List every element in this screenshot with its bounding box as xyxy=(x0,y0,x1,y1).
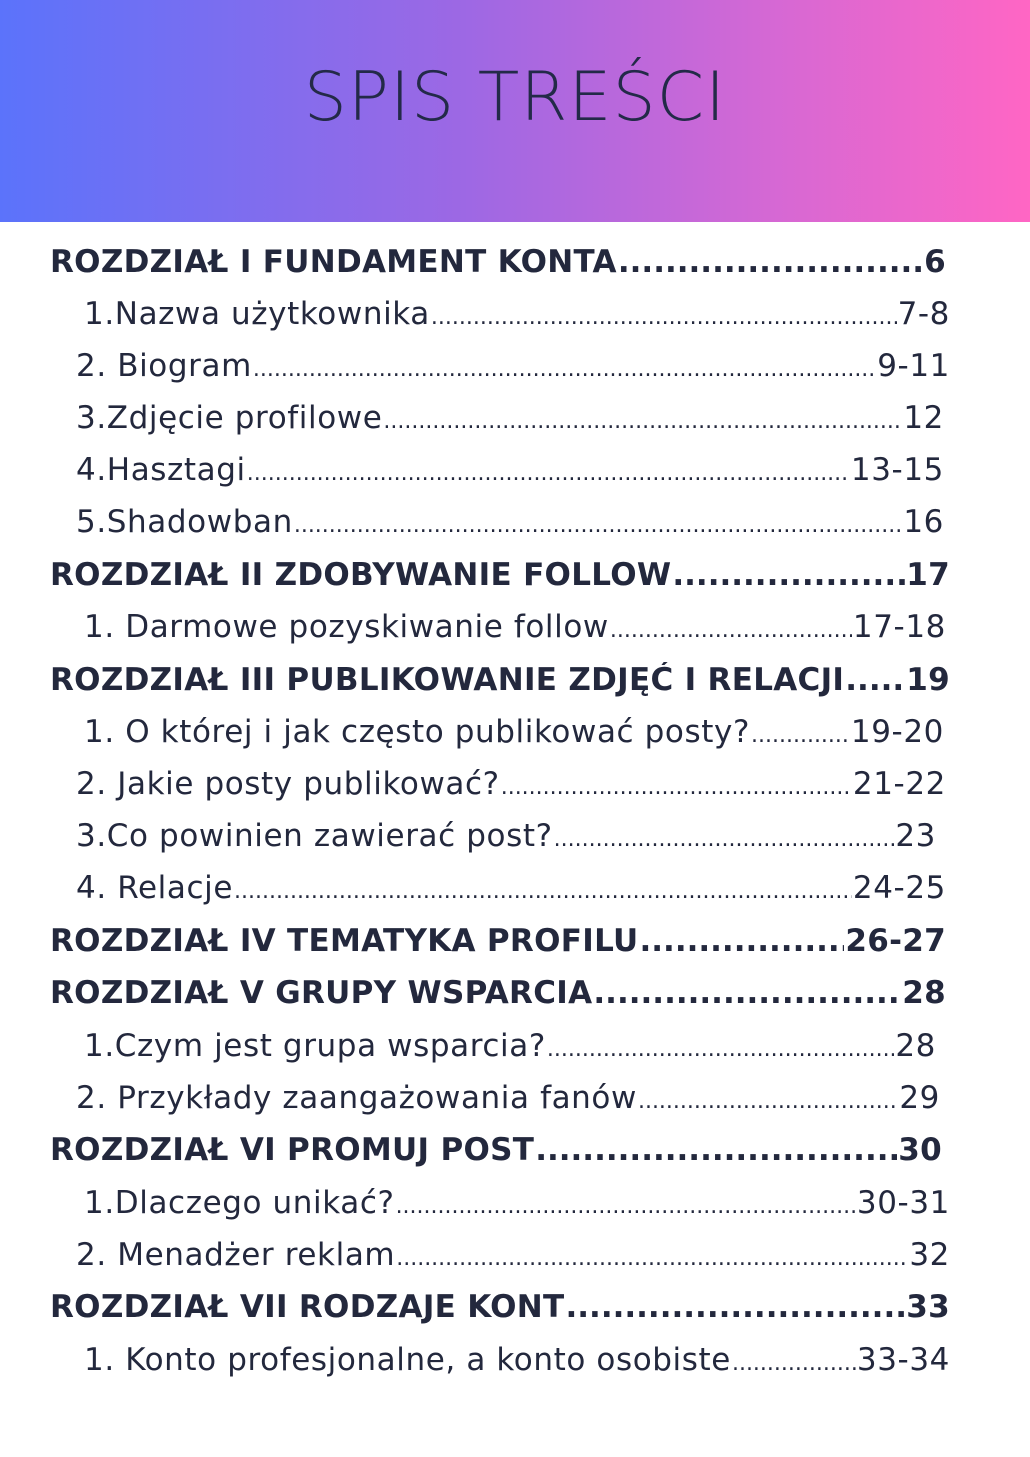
toc-leader-dots xyxy=(845,662,905,698)
toc-entry-page: 30-31 xyxy=(856,1185,950,1221)
toc-entry-label: ROZDZIAŁ II ZDOBYWANIE FOLLOW xyxy=(50,557,672,593)
toc-leader-dots xyxy=(566,1289,906,1325)
toc-chapter-7[interactable] xyxy=(50,1289,950,1325)
toc-leader-dots xyxy=(253,357,876,382)
toc-leader-dots xyxy=(618,244,923,280)
toc-entry-page: 6 xyxy=(924,244,946,280)
toc-entry-label: ROZDZIAŁ III PUBLIKOWANIE ZDJĘĆ I RELACJI xyxy=(50,662,845,698)
toc-leader-dots xyxy=(396,1194,856,1219)
toc-entry-label: 5.Shadowban xyxy=(76,504,293,540)
toc-section-3-2[interactable] xyxy=(76,766,946,802)
toc-leader-dots xyxy=(535,1132,897,1168)
toc-entry-label: 2. Przykłady zaangażowania fanów xyxy=(76,1080,637,1116)
toc-leader-dots xyxy=(593,975,901,1011)
toc-entry-label: 2. Jakie posty publikować? xyxy=(76,766,500,802)
toc-entry-page: 9-11 xyxy=(877,348,950,384)
toc-section-6-1[interactable] xyxy=(84,1185,950,1221)
toc-entry-page: 19-20 xyxy=(850,714,944,750)
toc-chapter-3[interactable] xyxy=(50,662,950,698)
toc-leader-dots xyxy=(554,827,895,852)
toc-entry-label: 3.Zdjęcie profilowe xyxy=(76,400,383,436)
toc-entry-page: 17-18 xyxy=(852,609,946,645)
toc-leader-dots xyxy=(501,775,852,800)
toc-entry-page: 33 xyxy=(906,1289,950,1325)
toc-section-5-2[interactable] xyxy=(76,1080,940,1116)
toc-section-3-4[interactable] xyxy=(76,870,946,906)
toc-entry-page: 28 xyxy=(895,1028,936,1064)
toc-entry-label: ROZDZIAŁ I FUNDAMENT KONTA xyxy=(50,244,617,280)
toc-leader-dots xyxy=(639,923,844,959)
toc-chapter-6[interactable] xyxy=(50,1132,942,1168)
toc-section-3-1[interactable] xyxy=(84,714,944,750)
toc-section-3-3[interactable] xyxy=(76,818,936,854)
toc-leader-dots xyxy=(431,305,897,330)
toc-entry-page: 24-25 xyxy=(852,870,946,906)
toc-entry-label: 2. Biogram xyxy=(76,348,252,384)
toc-section-2-1[interactable] xyxy=(84,609,946,645)
toc-entry-page: 33-34 xyxy=(856,1342,950,1378)
toc-entry-page: 17 xyxy=(906,557,950,593)
toc-section-1-3[interactable] xyxy=(76,400,944,436)
toc-entry-page: 13-15 xyxy=(850,452,944,488)
toc-leader-dots xyxy=(751,723,850,748)
toc-entry-label: 3.Co powinien zawierać post? xyxy=(76,818,553,854)
toc-leader-dots xyxy=(547,1037,894,1062)
toc-entry-label: ROZDZIAŁ IV TEMATYKA PROFILU xyxy=(50,923,639,959)
toc-leader-dots xyxy=(247,461,850,486)
toc-entry-page: 16 xyxy=(903,504,944,540)
toc-entry-label: ROZDZIAŁ VI PROMUJ POST xyxy=(50,1132,535,1168)
toc-entry-label: 4.Hasztagi xyxy=(76,452,246,488)
toc-entry-label: 1.Nazwa użytkownika xyxy=(84,296,430,332)
toc-section-1-4[interactable] xyxy=(76,452,944,488)
toc-entry-page: 21-22 xyxy=(852,766,946,802)
toc-section-5-1[interactable] xyxy=(84,1028,936,1064)
toc-chapter-4[interactable] xyxy=(50,923,946,959)
toc-leader-dots xyxy=(638,1089,898,1114)
toc-entry-label: 4. Relacje xyxy=(76,870,233,906)
toc-entry-page: 26-27 xyxy=(845,923,946,959)
toc-leader-dots xyxy=(672,557,905,593)
toc-entry-label: 1. O której i jak często publikować posty? xyxy=(84,714,750,750)
toc-section-6-2[interactable] xyxy=(76,1237,950,1273)
toc-entry-label: 1.Czym jest grupa wsparcia? xyxy=(84,1028,546,1064)
toc-chapter-1[interactable] xyxy=(50,244,946,280)
toc-leader-dots xyxy=(383,409,902,434)
page-title: SPIS TREŚCI xyxy=(303,58,727,137)
toc-entry-page: 32 xyxy=(909,1237,950,1273)
toc-chapter-2[interactable] xyxy=(50,557,950,593)
toc-chapter-5[interactable] xyxy=(50,975,946,1011)
toc-leader-dots xyxy=(234,879,852,904)
toc-leader-dots xyxy=(396,1246,908,1271)
toc-entry-page: 29 xyxy=(899,1080,940,1116)
toc-entry-label: ROZDZIAŁ VII RODZAJE KONT xyxy=(50,1289,565,1325)
toc-leader-dots xyxy=(294,513,903,538)
toc-section-1-5[interactable] xyxy=(76,504,944,540)
toc-entry-label: 2. Menadżer reklam xyxy=(76,1237,396,1273)
header-banner xyxy=(0,0,1030,222)
toc-section-1-1[interactable] xyxy=(84,296,950,332)
toc-entry-page: 23 xyxy=(895,818,936,854)
toc-entry-label: 1.Dlaczego unikać? xyxy=(84,1185,395,1221)
toc-entry-page: 30 xyxy=(898,1132,942,1168)
toc-entry-label: ROZDZIAŁ V GRUPY WSPARCIA xyxy=(50,975,593,1011)
toc-leader-dots xyxy=(610,618,852,643)
toc-entry-page: 12 xyxy=(903,400,944,436)
toc-entry-page: 7-8 xyxy=(897,296,950,332)
toc-leader-dots xyxy=(732,1351,856,1376)
toc-section-1-2[interactable] xyxy=(76,348,950,384)
toc-entry-label: 1. Konto profesjonalne, a konto osobiste xyxy=(84,1342,731,1378)
toc-entry-label: 1. Darmowe pozyskiwanie follow xyxy=(84,609,609,645)
toc-entry-page: 19 xyxy=(906,662,950,698)
toc-entry-page: 28 xyxy=(902,975,946,1011)
toc-section-7-1[interactable] xyxy=(84,1342,950,1378)
